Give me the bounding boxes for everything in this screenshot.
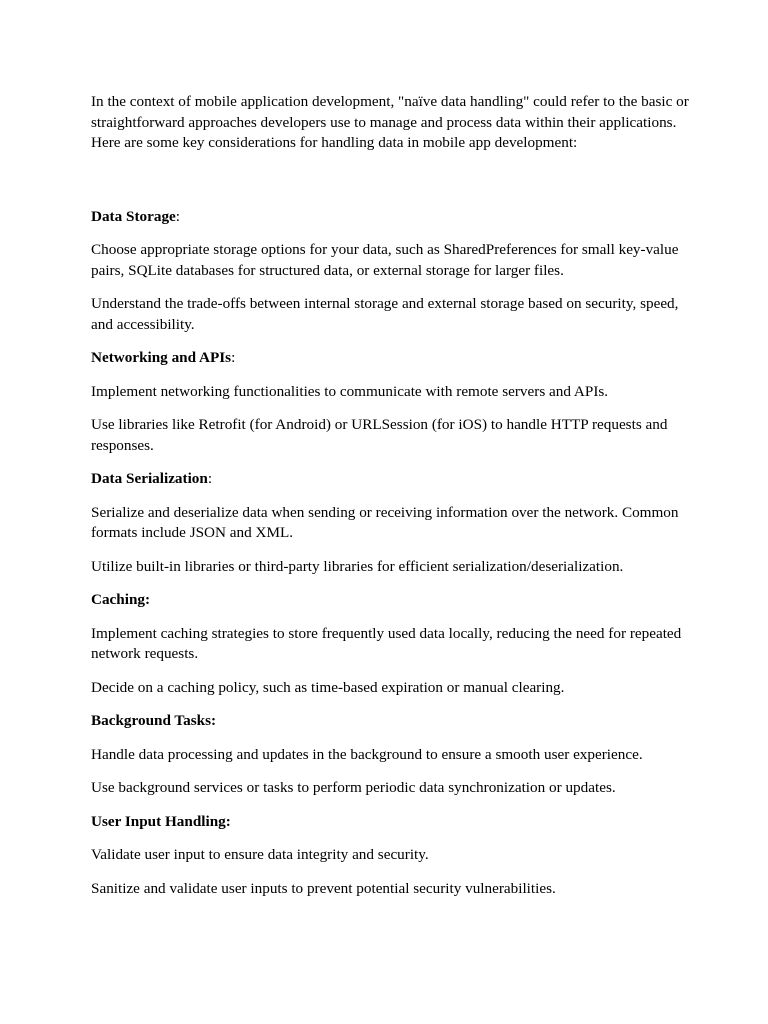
section-heading-title: Data Storage (91, 207, 176, 225)
body-paragraph: Utilize built-in libraries or third-party libraries for efficient serialization/deserialization. (91, 557, 624, 575)
document-page (91, 92, 691, 912)
section-background-tasks (91, 711, 691, 799)
body-paragraph: Implement networking functionalities to communicate with remote servers and APIs. (91, 382, 609, 400)
section-networking-and-apis (91, 348, 691, 456)
section-heading (91, 590, 691, 611)
section-heading-title: Data Serialization (91, 470, 208, 487)
body-paragraph: Choose appropriate storage options for your data, such as SharedPreferences for small key-value pairs, SQLite databases for structured data, or external storage for larger files. (91, 241, 679, 279)
section-heading-suffix: : (175, 207, 181, 225)
section-heading-suffix: : (207, 470, 213, 487)
intro-paragraph: In the context of mobile application development, "naïve data handling" could refer to the basic or straightforward approaches developers use to manage and process data within their applications. Here are some key considerations for handling data in mobile app development: (91, 93, 689, 151)
section-heading (91, 207, 691, 228)
body-paragraph: Use background services or tasks to perform periodic data synchronization or updates. (91, 779, 616, 796)
section-heading-title: Background Tasks: (91, 712, 217, 729)
section-user-input-handling (91, 812, 691, 900)
body-paragraph: Handle data processing and updates in the background to ensure a smooth user experience. (91, 745, 643, 763)
section-data-serialization (91, 469, 691, 577)
section-heading (91, 469, 691, 490)
section-heading-title: Caching: (91, 591, 151, 608)
body-paragraph: Serialize and deserialize data when sending or receiving information over the network. Common formats include JSON and XML. (91, 503, 679, 541)
section-heading (91, 711, 691, 732)
body-paragraph: Use libraries like Retrofit (for Android) or URLSession (for iOS) to handle HTTP requests and responses. (91, 416, 668, 454)
body-paragraph: Sanitize and validate user inputs to prevent potential security vulnerabilities. (91, 879, 556, 897)
section-heading (91, 812, 691, 833)
body-paragraph: Validate user input to ensure data integrity and security. (91, 846, 429, 863)
section-heading-title: Networking and APIs (91, 349, 232, 366)
body-paragraph: Understand the trade-offs between internal storage and external storage based on security, speed, and accessibility. (91, 295, 679, 333)
section-heading-title: User Input Handling: (91, 812, 231, 830)
section-data-storage (91, 207, 691, 336)
body-paragraph: Implement caching strategies to store frequently used data locally, reducing the need for repeated network requests. (91, 624, 682, 662)
section-heading-suffix: : (231, 349, 236, 366)
section-heading (91, 348, 691, 369)
section-caching (91, 590, 691, 698)
body-paragraph: Decide on a caching policy, such as time-based expiration or manual clearing. (91, 678, 565, 696)
